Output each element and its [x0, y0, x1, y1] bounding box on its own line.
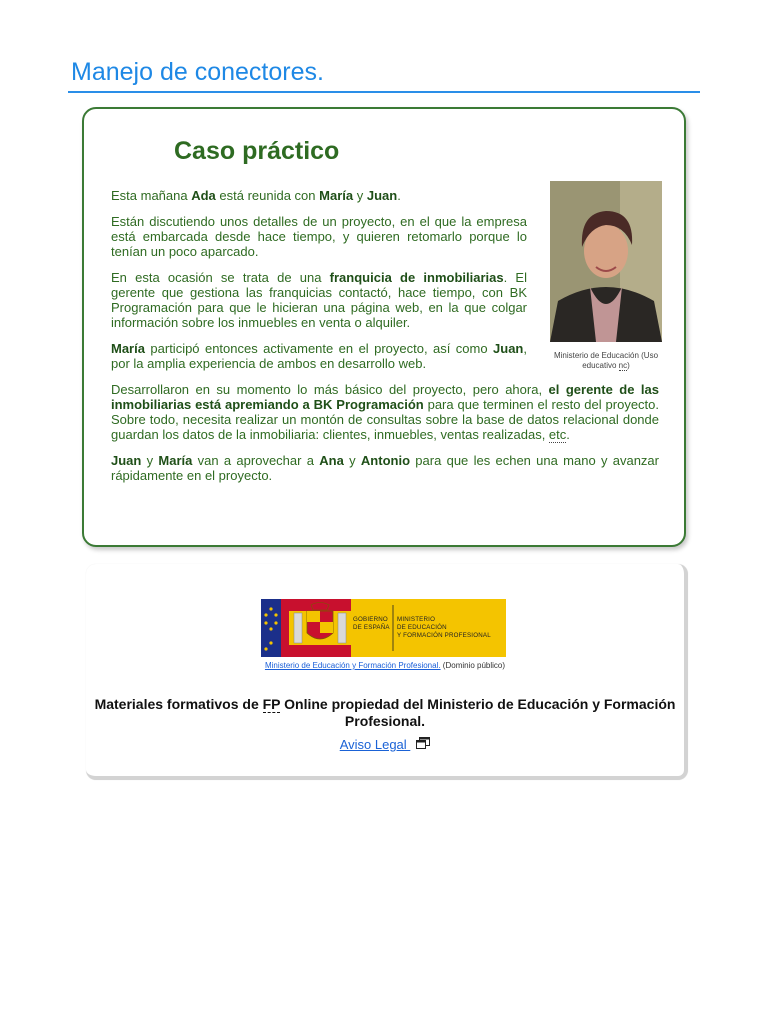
footer-box — [86, 564, 688, 780]
photo-figure — [541, 181, 671, 371]
new-window-icon[interactable] — [416, 737, 430, 752]
case-text — [111, 188, 659, 494]
case-paragraph: María participó entonces activamente en el proyecto, así como Juan, por la amplia experiencia de ambos en desarrollo web. — [111, 341, 527, 371]
case-heading: Caso práctico — [174, 137, 340, 165]
case-paragraph: Juan y María van a aprovechar a Ana y Antonio para que les echen una mano y avanzar rápidamente en el proyecto. — [111, 453, 659, 483]
legal-row — [86, 737, 684, 752]
case-paragraph: En esta ocasión se trata de una franquicia de inmobiliarias. El gerente que gestiona las franquicias contactó, hace tiempo, con BK Programación para que le hicieran una página web, en la que colgar información sobre los inmuebles en venta o alquiler. — [111, 270, 527, 330]
case-paragraph: Esta mañana Ada está reunida con María y Juan. — [111, 188, 401, 203]
photo-caption: Ministerio de Educación (Uso educativo nc) — [553, 351, 659, 370]
woman-photo — [550, 181, 662, 342]
logo-ministerio-line3: Y FORMACIÓN PROFESIONAL — [397, 632, 491, 639]
government-logo — [261, 599, 506, 657]
case-paragraph: Están discutiendo unos detalles de un proyecto, en el que la empresa está embarcada desde hace tiempo, y quieren retomarlo porque lo tenían un poco aparcado. — [111, 214, 527, 259]
logo-ministerio-line1: MINISTERIO — [397, 616, 436, 623]
case-study-box — [82, 107, 686, 547]
ministry-link[interactable]: Ministerio de Educación y Formación Profesional. — [264, 661, 441, 670]
page-title: Manejo de conectores. — [71, 58, 324, 86]
logo-gobierno-line1: GOBIERNO — [353, 616, 388, 623]
logo-gobierno-line2: DE ESPAÑA — [353, 624, 390, 631]
logo-ministerio-line2: DE EDUCACIÓN — [397, 624, 447, 631]
title-divider — [68, 91, 700, 93]
materials-text: Materiales formativos de FP Online propiedad del Ministerio de Educación y Formación Profesional. — [94, 696, 676, 729]
case-paragraph: Desarrollaron en su momento lo más básico del proyecto, pero ahora, el gerente de las inmobiliarias está apremiando a BK Programación para que terminen el resto del proyecto. Sobre todo, necesita realizar un montón de consultas sobre la base de datos relacional donde guardan los datos de la inmobiliaria: clientes, inmuebles, ventas realizadas, etc. — [111, 382, 659, 442]
logo-caption: Ministerio de Educación y Formación Profesional. (Dominio público) — [264, 661, 506, 670]
legal-notice-link[interactable]: Aviso Legal — [339, 737, 411, 752]
